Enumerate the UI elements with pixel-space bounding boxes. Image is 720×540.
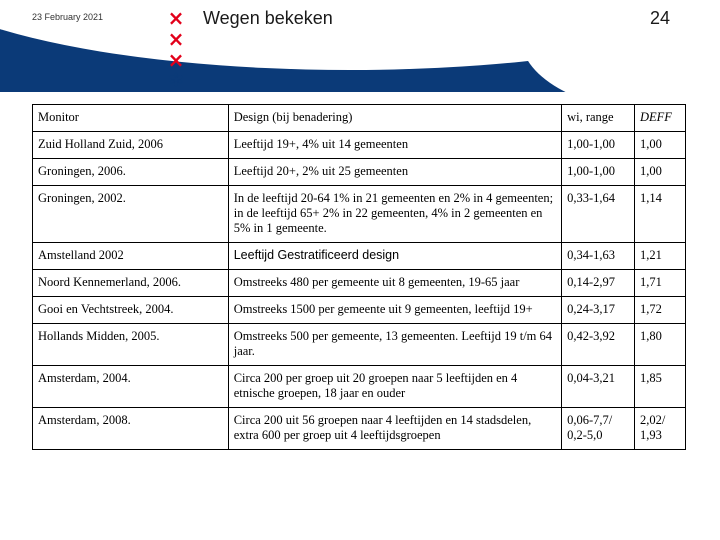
cell-wi-range: 1,00-1,00 [562,159,635,186]
cell-wi-range: 0,06-7,7/ 0,2-5,0 [562,408,635,450]
cell-wi-range: 0,24-3,17 [562,297,635,324]
page-number: 24 [650,8,671,28]
cell-monitor: Gooi en Vechtstreek, 2004. [33,297,229,324]
monitor-table [32,104,686,450]
cell-deff: 1,21 [635,243,686,270]
cell-wi-range: 0,04-3,21 [562,366,635,408]
table-row [33,186,686,243]
cell-wi-range: 0,42-3,92 [562,324,635,366]
cell-wi-range: 1,00-1,00 [562,132,635,159]
cell-wi-range: 0,14-2,97 [562,270,635,297]
header-design: Design (bij benadering) [228,105,561,132]
cell-monitor: Groningen, 2002. [33,186,229,243]
cell-design: Circa 200 per groep uit 20 groepen naar 5 leeftijden en 4 etnische groepen, 18 jaar en ouder [228,366,561,408]
cell-design: Omstreeks 1500 per gemeente uit 9 gemeenten, leeftijd 19+ [228,297,561,324]
cell-deff: 1,72 [635,297,686,324]
cell-monitor: Amsterdam, 2004. [33,366,229,408]
cell-deff: 1,00 [635,159,686,186]
cell-design: Leeftijd 20+, 2% uit 25 gemeenten [228,159,561,186]
header-monitor: Monitor [33,105,229,132]
table-row [33,270,686,297]
table-row [33,408,686,450]
table-row [33,324,686,366]
header-wi-range: wi, range [562,105,635,132]
table-row [33,297,686,324]
cell-deff: 1,14 [635,186,686,243]
cell-deff: 2,02/ 1,93 [635,408,686,450]
cell-monitor: Amsterdam, 2008. [33,408,229,450]
cell-monitor: Amstelland 2002 [33,243,229,270]
cell-design: Leeftijd 19+, 4% uit 14 gemeenten [228,132,561,159]
cell-deff: 1,85 [635,366,686,408]
table-header-row [33,105,686,132]
slide-header [0,0,720,92]
cell-deff: 1,71 [635,270,686,297]
cell-monitor: Noord Kennemerland, 2006. [33,270,229,297]
cell-monitor: Zuid Holland Zuid, 2006 [33,132,229,159]
cross-icon: × [167,27,185,51]
amsterdam-logo [166,8,186,91]
cell-design: Omstreeks 480 per gemeente uit 8 gemeenten, 19-65 jaar [228,270,561,297]
cell-deff: 1,00 [635,132,686,159]
cross-icon: × [167,6,185,30]
cell-design: In de leeftijd 20-64 1% in 21 gemeenten en 2% in 4 gemeenten; in de leeftijd 65+ 2% in 22 gemeenten, 4% in 2 gemeenten en 5% in 1 gemeente. [228,186,561,243]
cell-monitor: Groningen, 2006. [33,159,229,186]
table-row [33,159,686,186]
header-deff: DEFF [635,105,686,132]
cell-wi-range: 0,34-1,63 [562,243,635,270]
cell-wi-range: 0,33-1,64 [562,186,635,243]
cross-icon: × [167,48,185,72]
emblem-icon: ✾ [168,70,184,91]
cell-design: Omstreeks 500 per gemeente, 13 gemeenten. Leeftijd 19 t/m 64 jaar. [228,324,561,366]
cell-design: Circa 200 uit 56 groepen naar 4 leeftijden en 14 stadsdelen, extra 600 per groep uit 4 leeftijdsgroepen [228,408,561,450]
cell-deff: 1,80 [635,324,686,366]
slide-title: Wegen bekeken [203,8,333,28]
table-row [33,132,686,159]
table-row [33,243,686,270]
header-swoosh-right [520,0,720,92]
cell-monitor: Hollands Midden, 2005. [33,324,229,366]
cell-design: Leeftijd Gestratificeerd design [228,243,561,270]
slide-date: 23 February 2021 [32,12,104,22]
table-row [33,366,686,408]
